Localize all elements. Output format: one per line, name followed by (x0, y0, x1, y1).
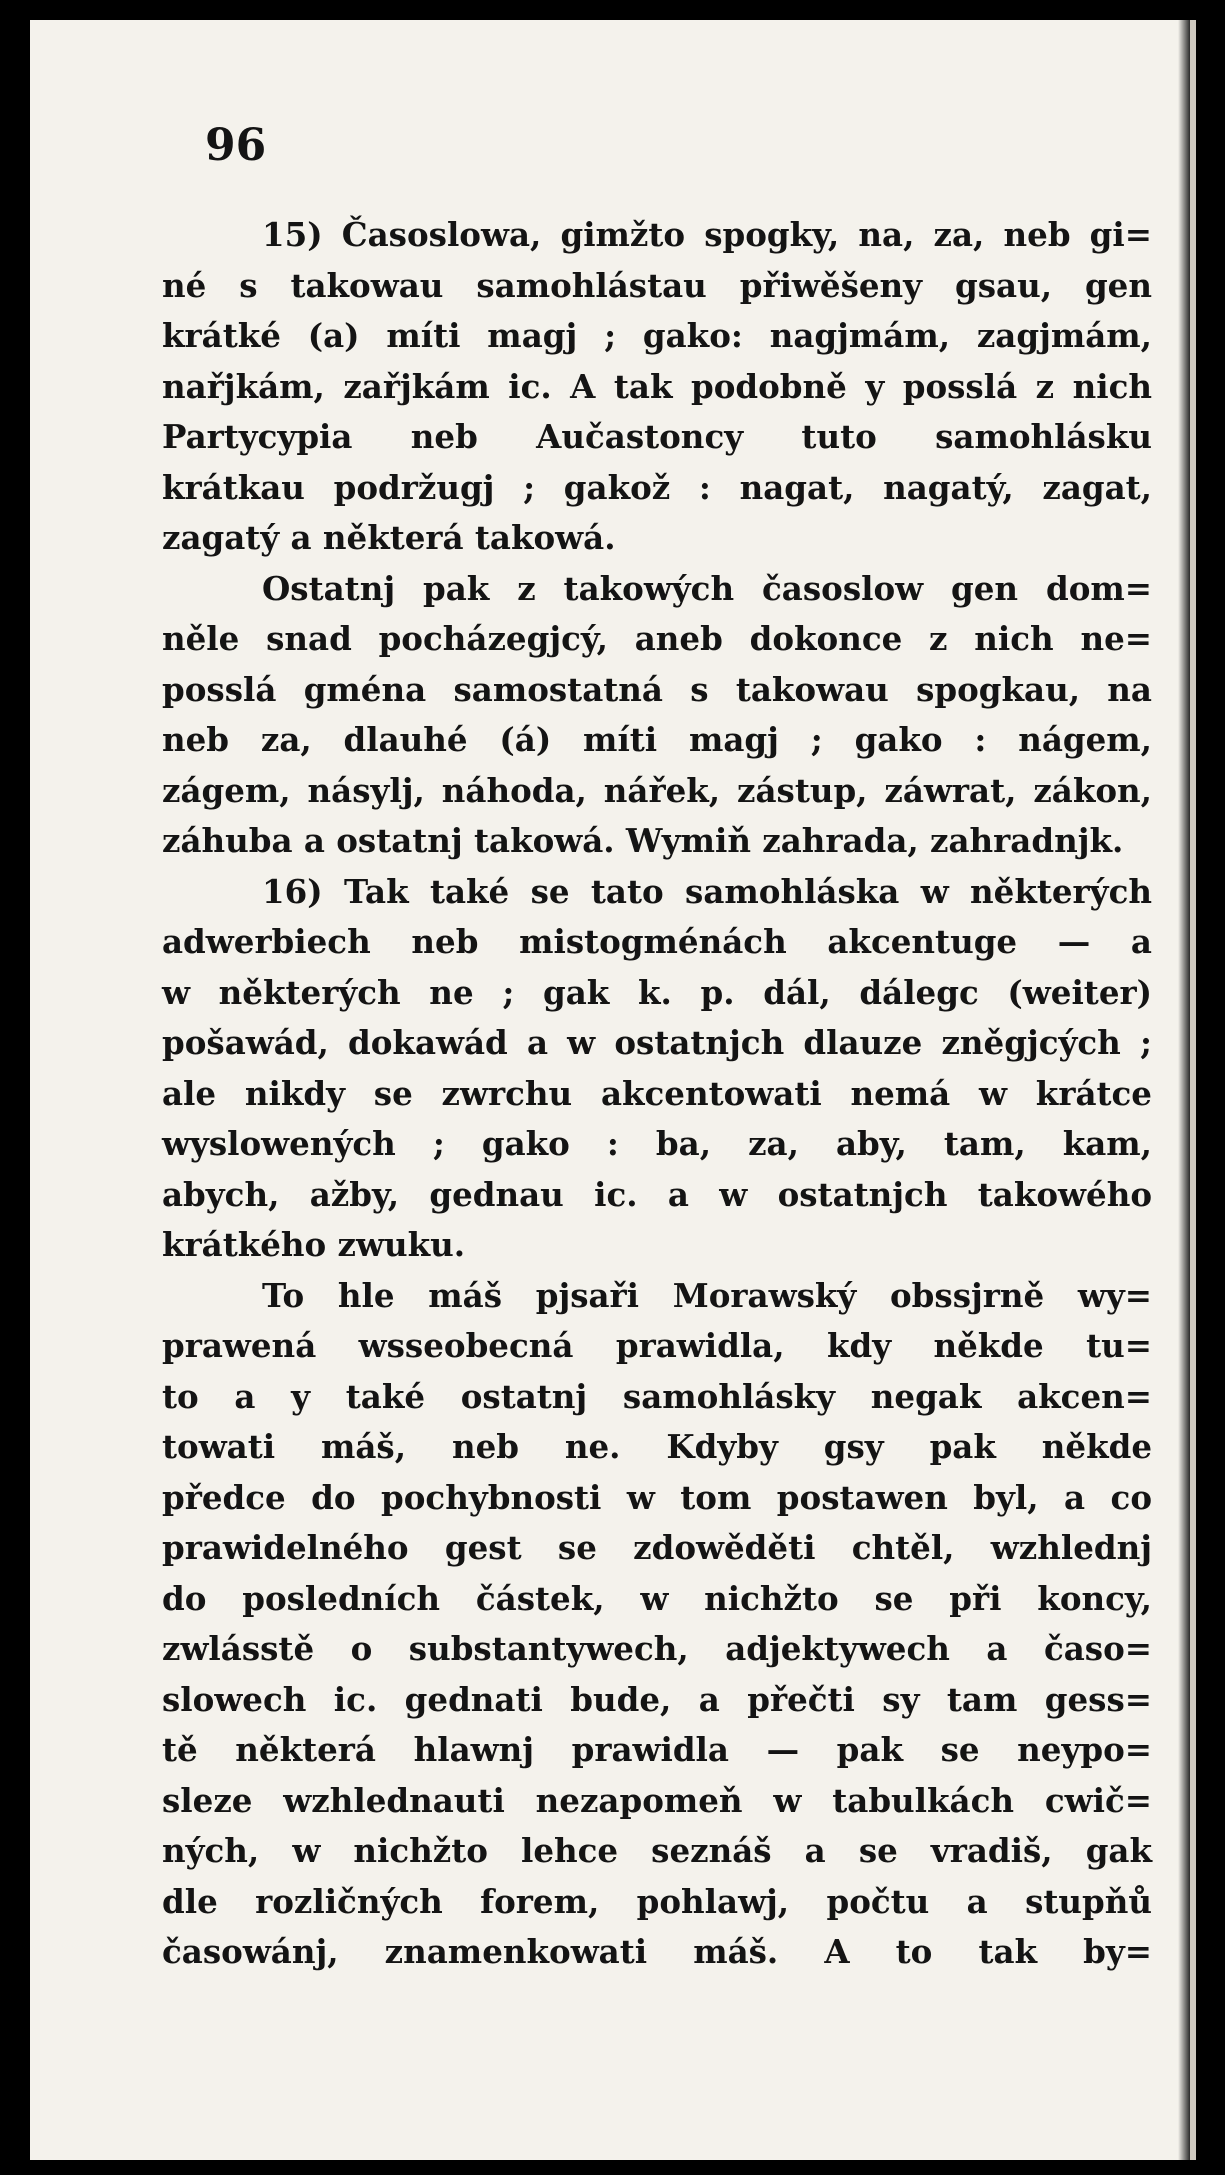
text-line: Partycypia neb Aučastoncy tuto samohlásku (162, 417, 1152, 456)
page-edge (1178, 20, 1190, 2160)
text-line: krátkau podržugj ; gakož : nagat, nagatý, zagat, (162, 467, 1152, 507)
text-line: něle snad pocházegjcý, aneb dokonce z nich ne= (162, 619, 1152, 658)
text-line: neb za, dlauhé (á) míti magj ; gako : nágem, (162, 720, 1152, 759)
text-line: 16) Tak také se tato samohláska w některých (262, 871, 1152, 911)
text-line: do posledních částek, w nichžto se při koncy, (162, 1578, 1152, 1618)
text-line: předce do pochybnosti w tom postawen byl, a co (162, 1477, 1152, 1517)
text-line: prawidelného gest se zdowěděti chtěl, wzhlednj (162, 1528, 1152, 1567)
text-line: sleze wzhlednauti nezapomeň w tabulkách cwič= (162, 1780, 1152, 1820)
text-line: zagatý a některá takowá. (162, 518, 616, 557)
text-line: zágem, násylj, náhoda, nářek, zástup, záwrat, zákon, (162, 770, 1152, 810)
text-line: ných, w nichžto lehce seznáš a se vradiš, gak (162, 1831, 1152, 1870)
text-line: posslá gména samostatná s takowau spogkau, na (162, 669, 1152, 709)
page-text (162, 210, 1152, 1978)
text-line: dle rozličných forem, pohlawj, počtu a stupňů (162, 1881, 1152, 1921)
text-line: pošawád, dokawád a w ostatnjch dlauze zněgjcých ; (162, 1023, 1152, 1062)
text-line: krátké (a) míti magj ; gako: nagjmám, zagjmám, (162, 316, 1152, 355)
text-line: w některých ne ; gak k. p. dál, dálegc (weiter) (162, 972, 1152, 1012)
text-line: slowech ic. gednati bude, a přečti sy tam gess= (162, 1679, 1152, 1719)
text-line: záhuba a ostatnj takowá. Wymiň zahrada, zahradnjk. (162, 821, 1124, 860)
text-line: prawená wsseobecná prawidla, kdy někde tu= (162, 1326, 1152, 1365)
text-line: časowánj, znamenkowati máš. A to tak by= (162, 1932, 1152, 1971)
text-line: abych, ažby, gednau ic. a w ostatnjch takowého (162, 1174, 1152, 1214)
book-page (30, 20, 1196, 2160)
text-line: wyslowených ; gako : ba, za, aby, tam, kam, (162, 1124, 1152, 1163)
text-line: zwlásstě o substantywech, adjektywech a časo= (162, 1629, 1152, 1668)
text-line: 15) Časoslowa, gimžto spogky, na, za, neb gi= (262, 215, 1152, 254)
text-line: towati máš, neb ne. Kdyby gsy pak někde (162, 1427, 1152, 1466)
text-line: To hle máš pjsaři Morawský obssjrně wy= (262, 1275, 1152, 1315)
page-number: 96 (205, 120, 267, 171)
text-line: nařjkám, zařjkám ic. A tak podobně y posslá z nich (162, 366, 1152, 406)
text-line: tě některá hlawnj prawidla — pak se neypo= (162, 1730, 1152, 1769)
text-line: to a y také ostatnj samohlásky negak akcen= (162, 1376, 1152, 1416)
text-line: adwerbiech neb mistogménách akcentuge — a (162, 922, 1152, 961)
text-line: né s takowau samohlástau přiwěšeny gsau, gen (162, 265, 1152, 305)
text-line: Ostatnj pak z takowých časoslow gen dom= (262, 568, 1152, 608)
text-line: krátkého zwuku. (162, 1225, 466, 1264)
text-line: ale nikdy se zwrchu akcentowati nemá w krátce (162, 1073, 1152, 1113)
